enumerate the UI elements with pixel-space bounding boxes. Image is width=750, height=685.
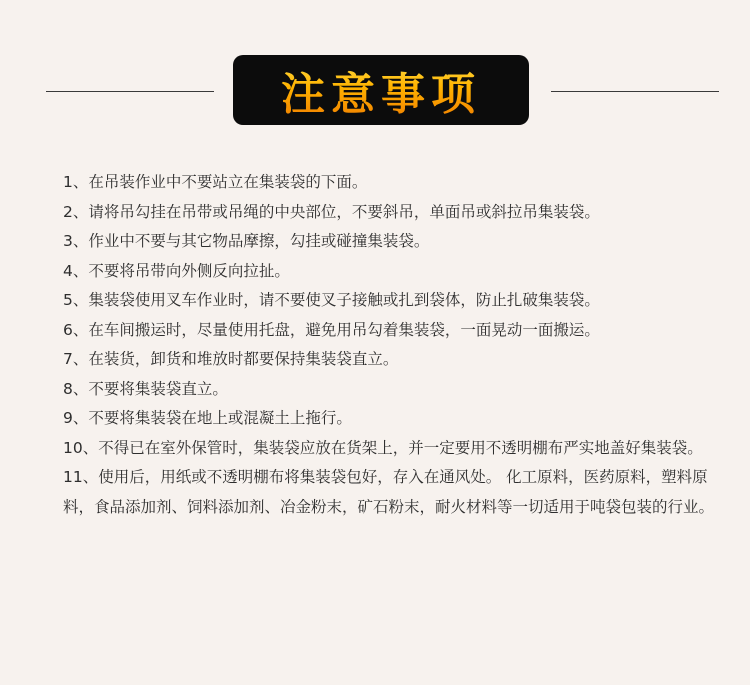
note-item-9: 9、不要将集装袋在地上或混凝土上拖行。 <box>63 409 352 427</box>
note-item-11: 11、使用后，用纸或不透明棚布将集装袋包好，存入在通风处。 化工原料，医药原料，塑料原料，食品添加剂、饲料添加剂、冶金粉末，矿石粉末，耐火材料等一切适用于吨袋包装的行业。 <box>63 468 715 516</box>
note-item-8: 8、不要将集装袋直立。 <box>63 379 228 398</box>
notes-list <box>63 168 723 522</box>
note-item-10: 10、不得已在室外保管时，集装袋应放在货架上，并一定要用不透明棚布严实地盖好集装袋。 <box>63 438 703 457</box>
left-divider-line <box>46 91 214 92</box>
title-banner <box>233 55 529 125</box>
note-item-5: 5、集装袋使用叉车作业时，请不要使叉子接触或扎到袋体，防止扎破集装袋。 <box>63 291 600 309</box>
page-title: 注意事项 <box>281 58 481 122</box>
note-item-1: 1、在吊装作业中不要站立在集装袋的下面。 <box>63 173 368 191</box>
note-item-4: 4、不要将吊带向外侧反向拉扯。 <box>63 261 290 280</box>
right-divider-line <box>551 91 719 92</box>
note-item-7: 7、在装货，卸货和堆放时都要保持集装袋直立。 <box>63 350 399 368</box>
note-item-3: 3、作业中不要与其它物品摩擦，勾挂或碰撞集装袋。 <box>63 232 430 250</box>
note-item-2: 2、请将吊勾挂在吊带或吊绳的中央部位，不要斜吊，单面吊或斜拉吊集装袋。 <box>63 202 600 221</box>
note-item-6: 6、在车间搬运时，尽量使用托盘，避免用吊勾着集装袋，一面晃动一面搬运。 <box>63 320 600 339</box>
